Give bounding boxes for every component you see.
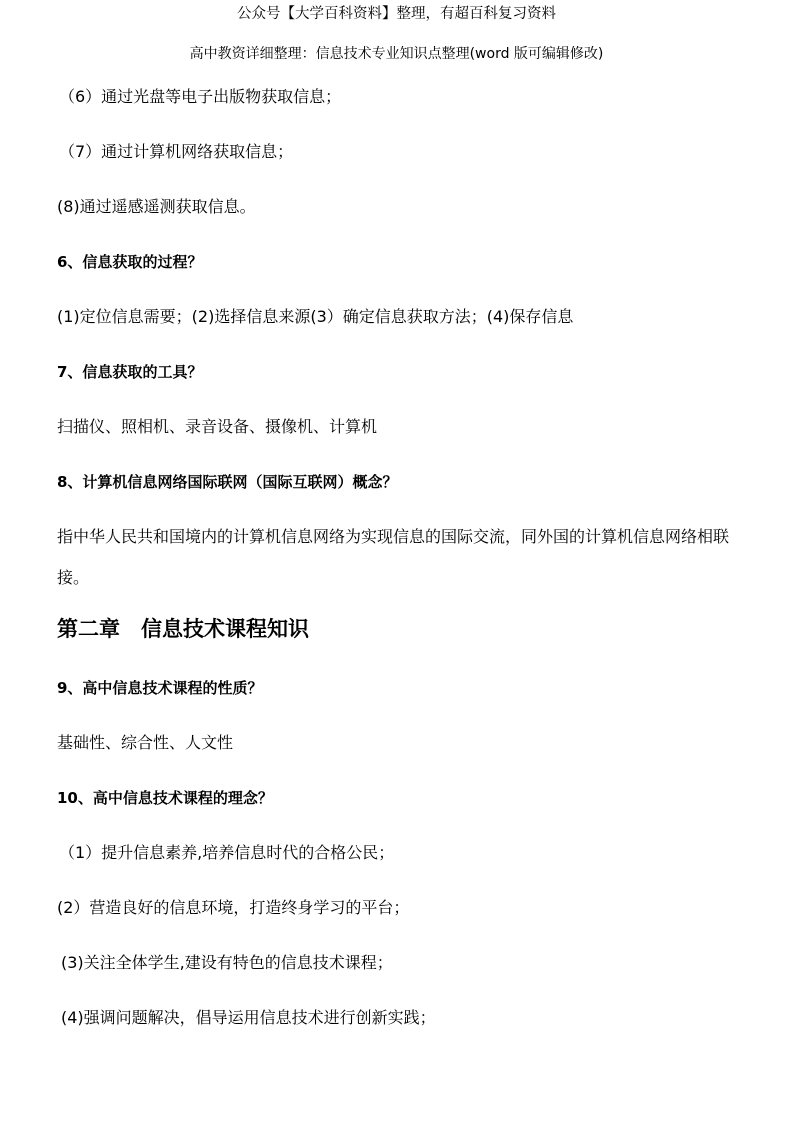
question-heading: 10、高中信息技术课程的理念？ — [57, 789, 273, 807]
list-item: (3)关注全体学生,建设有特色的信息技术课程； — [61, 953, 393, 972]
question-heading: 8、计算机信息网络国际联网（国际互联网）概念？ — [57, 473, 398, 491]
list-item: (8)通过遥感遥测获取信息。 — [57, 197, 256, 216]
list-item: （1）提升信息素养,培养信息时代的合格公民； — [59, 843, 395, 862]
header-source-line: 公众号【大学百科资料】整理，有超百科复习资料 — [237, 6, 556, 22]
answer-text: 基础性、综合性、人文性 — [57, 733, 234, 752]
list-item: （6）通过光盘等电子出版物获取信息； — [59, 87, 342, 106]
answer-text: (1)定位信息需要；(2)选择信息来源(3）确定信息获取方法；(4)保存信息 — [57, 307, 574, 326]
list-item: (2）营造良好的信息环境，打造终身学习的平台； — [57, 898, 410, 917]
question-heading: 6、信息获取的过程？ — [57, 253, 203, 271]
answer-text: 扫描仪、照相机、录音设备、摄像机、计算机 — [57, 417, 378, 436]
question-heading: 9、高中信息技术课程的性质？ — [57, 679, 263, 697]
document-title: 高中教资详细整理：信息技术专业知识点整理(word 版可编辑修改) — [189, 46, 604, 62]
question-heading: 7、信息获取的工具？ — [57, 363, 203, 381]
list-item: (4)强调问题解决，倡导运用信息技术进行创新实践； — [61, 1008, 436, 1027]
answer-paragraph: 指中华人民共和国境内的计算机信息网络为实现信息的国际交流，同外国的计算机信息网络相联接。 — [57, 527, 730, 587]
list-item: （7）通过计算机网络获取信息； — [59, 142, 294, 161]
chapter-heading: 第二章 信息技术课程知识 — [57, 617, 309, 641]
